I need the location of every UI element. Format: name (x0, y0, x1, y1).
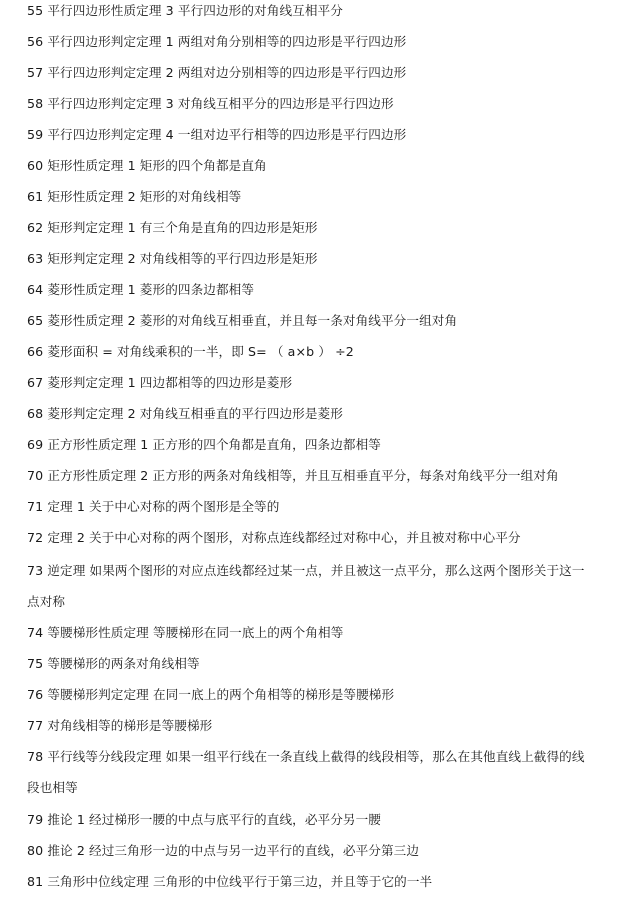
theorem-line-67: 67 菱形判定定理 1 四边都相等的四边形是菱形 (27, 375, 293, 390)
theorem-line-76: 76 等腰梯形判定定理 在同一底上的两个角相等的梯形是等腰梯形 (27, 687, 395, 702)
theorem-line-65: 65 菱形性质定理 2 菱形的对角线互相垂直，并且每一条对角线平分一组对角 (27, 313, 458, 328)
theorem-line-77: 77 对角线相等的梯形是等腰梯形 (27, 718, 213, 733)
theorem-line-64: 64 菱形性质定理 1 菱形的四条边都相等 (27, 282, 255, 297)
theorem-line-74: 74 等腰梯形性质定理 等腰梯形在同一底上的两个角相等 (27, 625, 344, 640)
theorem-line-56: 56 平行四边形判定定理 1 两组对角分别相等的四边形是平行四边形 (27, 34, 407, 49)
theorem-line-70: 70 正方形性质定理 2 正方形的两条对角线相等，并且互相垂直平分，每条对角线平分一组对角 (27, 468, 559, 483)
theorem-line-59: 59 平行四边形判定定理 4 一组对边平行相等的四边形是平行四边形 (27, 127, 407, 142)
theorem-line-78: 78 平行线等分线段定理 如果一组平行线在一条直线上截得的线段相等，那么在其他直线上截得的线 (27, 749, 585, 764)
theorem-line-69: 69 正方形性质定理 1 正方形的四个角都是直角，四条边都相等 (27, 437, 381, 452)
theorem-line-62: 62 矩形判定定理 1 有三个角是直角的四边形是矩形 (27, 220, 318, 235)
theorem-line-55: 55 平行四边形性质定理 3 平行四边形的对角线互相平分 (27, 3, 343, 18)
theorem-line-78-cont: 段也相等 (27, 780, 78, 795)
theorem-line-58: 58 平行四边形判定定理 3 对角线互相平分的四边形是平行四边形 (27, 96, 394, 111)
theorem-line-73-cont: 点对称 (27, 594, 66, 609)
theorem-line-75: 75 等腰梯形的两条对角线相等 (27, 656, 200, 671)
theorem-line-61: 61 矩形性质定理 2 矩形的对角线相等 (27, 189, 242, 204)
theorem-line-71: 71 定理 1 关于中心对称的两个图形是全等的 (27, 499, 280, 514)
theorem-line-60: 60 矩形性质定理 1 矩形的四个角都是直角 (27, 158, 267, 173)
theorem-line-72: 72 定理 2 关于中心对称的两个图形，对称点连线都经过对称中心，并且被对称中心平分 (27, 530, 521, 545)
theorem-line-81: 81 三角形中位线定理 三角形的中位线平行于第三边，并且等于它的一半 (27, 874, 433, 889)
theorem-line-57: 57 平行四边形判定定理 2 两组对边分别相等的四边形是平行四边形 (27, 65, 407, 80)
theorem-line-68: 68 菱形判定定理 2 对角线互相垂直的平行四边形是菱形 (27, 406, 343, 421)
theorem-line-63: 63 矩形判定定理 2 对角线相等的平行四边形是矩形 (27, 251, 318, 266)
theorem-line-80: 80 推论 2 经过三角形一边的中点与另一边平行的直线，必平分第三边 (27, 843, 420, 858)
theorem-line-66: 66 菱形面积 = 对角线乘积的一半，即 S= （ a×b ） ÷2 (27, 344, 354, 359)
theorem-line-79: 79 推论 1 经过梯形一腰的中点与底平行的直线，必平分另一腰 (27, 812, 381, 827)
theorem-line-73: 73 逆定理 如果两个图形的对应点连线都经过某一点，并且被这一点平分，那么这两个图形关于这一 (27, 563, 585, 578)
